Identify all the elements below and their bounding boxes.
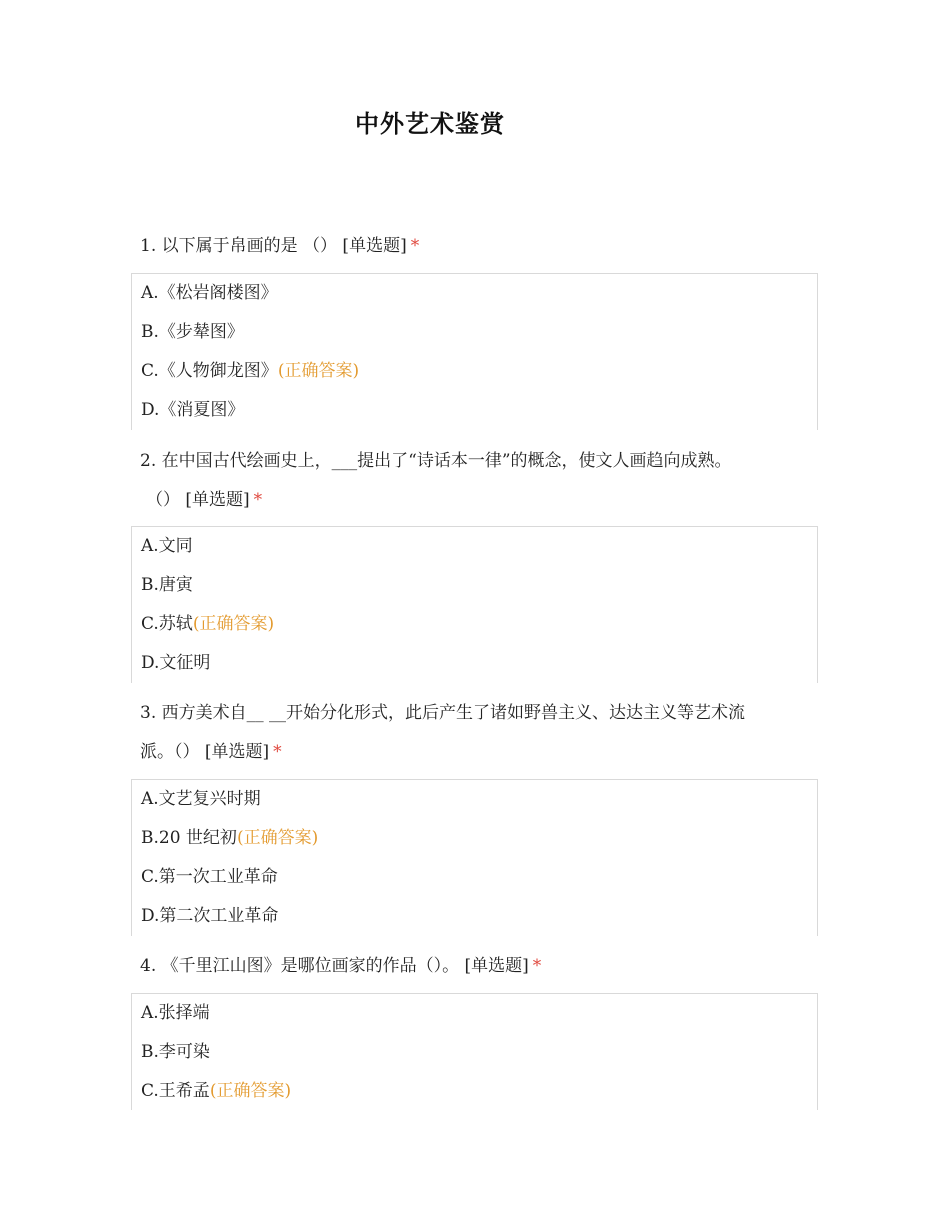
question-text: 4. 《千里江山图》是哪位画家的作品（）。 [单选题] <box>140 956 529 976</box>
required-mark: * <box>273 742 282 762</box>
question-text-cont: （） [单选题] <box>146 490 250 510</box>
option-label: B.20 世纪初 <box>141 828 237 848</box>
question-3 <box>140 694 810 772</box>
correct-answer-marker: (正确答案) <box>209 1081 292 1101</box>
option-b[interactable] <box>132 1033 817 1072</box>
option-c[interactable] <box>132 858 817 897</box>
options-box-4 <box>131 993 818 1110</box>
option-b[interactable] <box>132 566 817 605</box>
option-a[interactable] <box>132 527 817 566</box>
option-label: B.唐寅 <box>141 575 193 595</box>
option-c[interactable] <box>132 605 817 644</box>
correct-answer-marker: (正确答案) <box>277 361 360 381</box>
options-box-2 <box>131 526 818 683</box>
option-label: A.文同 <box>141 536 193 556</box>
option-c[interactable] <box>132 352 817 391</box>
option-b[interactable] <box>132 819 817 858</box>
correct-answer-marker: (正确答案) <box>236 828 319 848</box>
option-label: A.《松岩阁楼图》 <box>141 283 278 303</box>
option-a[interactable] <box>132 780 817 819</box>
option-d[interactable] <box>132 644 817 683</box>
option-label: D.文征明 <box>141 653 211 673</box>
correct-answer-marker: (正确答案) <box>192 614 275 634</box>
options-box-3 <box>131 779 818 936</box>
question-1 <box>140 227 810 266</box>
option-a[interactable] <box>132 274 817 313</box>
page-title: 中外艺术鉴赏 <box>355 110 505 138</box>
option-d[interactable] <box>132 897 817 936</box>
question-2 <box>140 442 810 520</box>
option-c[interactable] <box>132 1072 817 1111</box>
option-label: D.《消夏图》 <box>141 400 245 420</box>
required-mark: * <box>410 236 420 256</box>
option-a[interactable] <box>132 994 817 1033</box>
option-label: C.苏轼 <box>141 614 193 634</box>
option-label: A.张择端 <box>141 1003 210 1023</box>
question-text: 3. 西方美术自__ __开始分化形式，此后产生了诸如野兽主义、达达主义等艺术流 <box>140 703 746 723</box>
question-4 <box>140 947 810 986</box>
option-label: A.文艺复兴时期 <box>141 789 261 809</box>
option-label: C.《人物御龙图》 <box>141 361 278 381</box>
options-box-1 <box>131 273 818 430</box>
question-text: 2. 在中国古代绘画史上，___提出了“诗话本一律”的概念，使文人画趋向成熟。 <box>140 451 732 471</box>
option-b[interactable] <box>132 313 817 352</box>
option-label: B.《步辇图》 <box>141 322 244 342</box>
required-mark: * <box>532 956 542 976</box>
option-label: D.第二次工业革命 <box>141 906 279 926</box>
question-text: 1. 以下属于帛画的是 （） [单选题] <box>140 236 407 256</box>
option-label: C.第一次工业革命 <box>141 867 278 887</box>
option-d[interactable] <box>132 391 817 430</box>
question-text-cont: 派。（） [单选题] <box>140 742 270 762</box>
option-label: C.王希孟 <box>141 1081 210 1101</box>
option-label: B.李可染 <box>141 1042 210 1062</box>
required-mark: * <box>253 490 263 510</box>
